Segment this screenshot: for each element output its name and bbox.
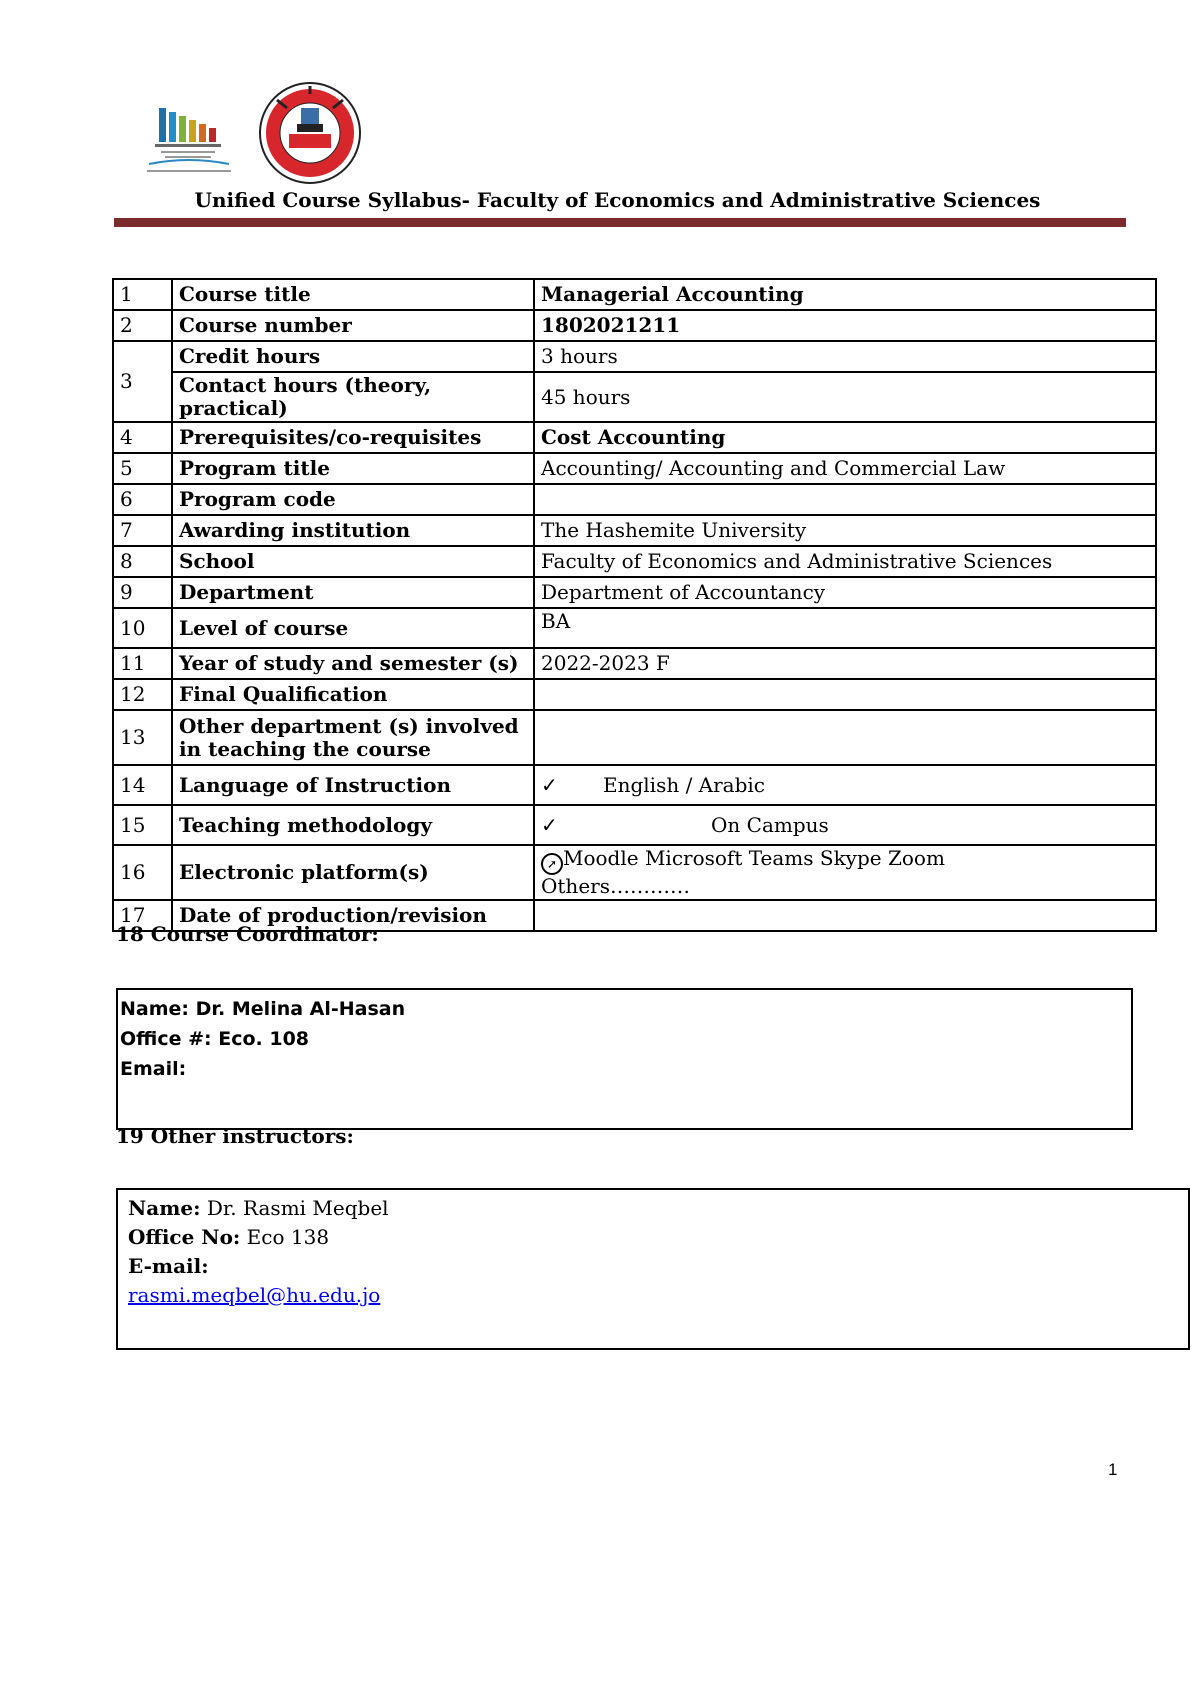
row-label: Program code [172,484,534,515]
instructor-box [116,1188,1190,1350]
table-row [113,845,1156,900]
methodology-value: On Campus [711,812,829,837]
row-value [534,845,1156,900]
table-row [113,422,1156,453]
table-row [113,710,1156,765]
row-value [534,484,1156,515]
header-divider [114,218,1126,227]
table-row [113,577,1156,608]
row-label: Language of Instruction [172,765,534,805]
table-row [113,546,1156,577]
table-row [113,484,1156,515]
row-label: Department [172,577,534,608]
table-row [113,608,1156,648]
row-value [534,679,1156,710]
instructor-office [128,1223,1188,1252]
row-number: 10 [113,608,172,648]
row-value: Cost Accounting [534,422,1156,453]
checkmark-icon: ✓ [541,812,558,837]
row-number: 8 [113,546,172,577]
globe-icon: ➚ [541,853,563,875]
page-number: 1 [1108,1460,1118,1479]
checkmark-icon: ✓ [541,772,558,797]
coordinator-heading: 18 Course Coordinator: [116,922,379,946]
row-number: 1 [113,279,172,310]
coordinator-email: Email: [120,1058,187,1080]
row-label: Electronic platform(s) [172,845,534,900]
row-label: Course title [172,279,534,310]
document-title: Unified Course Syllabus- Faculty of Economics and Administrative Sciences [194,188,1041,212]
row-label: Prerequisites/co-requisites [172,422,534,453]
row-value [534,765,1156,805]
row-number: 12 [113,679,172,710]
row-label: School [172,546,534,577]
row-value: 45 hours [534,372,1156,422]
row-number: 6 [113,484,172,515]
coordinator-box [116,988,1133,1130]
table-row [113,310,1156,341]
row-value: 1802021211 [534,310,1156,341]
instructor-name-value: Dr. Rasmi Meqbel [200,1196,389,1220]
university-seal-logo [257,80,363,186]
row-number: 3 [113,341,172,422]
table-row [113,279,1156,310]
row-label: Level of course [172,608,534,648]
table-row [113,341,1156,372]
row-number: 4 [113,422,172,453]
syllabus-table [112,278,1157,932]
row-label: Final Qualification [172,679,534,710]
table-row [113,648,1156,679]
row-number: 14 [113,765,172,805]
row-number: 9 [113,577,172,608]
instructor-email-link[interactable]: rasmi.meqbel@hu.edu.jo [128,1283,381,1307]
row-number: 2 [113,310,172,341]
instructor-name-label: Name: [128,1196,201,1220]
instructors-heading: 19 Other instructors: [116,1124,354,1148]
faculty-logo [143,98,235,176]
row-value [534,710,1156,765]
row-number: 13 [113,710,172,765]
table-row [113,453,1156,484]
row-label: Contact hours (theory, practical) [172,372,534,422]
language-value: English / Arabic [603,772,766,797]
row-number: 7 [113,515,172,546]
table-row [113,515,1156,546]
coordinator-office: Office #: Eco. 108 [120,1028,310,1050]
row-value: 3 hours [534,341,1156,372]
row-number: 17 [113,900,172,931]
row-label: Program title [172,453,534,484]
coordinator-name: Name: Dr. Melina Al-Hasan [120,998,406,1020]
row-value: Department of Accountancy [534,577,1156,608]
row-label: Other department (s) involved in teaching the course [172,710,534,765]
table-row [113,805,1156,845]
row-label: Awarding institution [172,515,534,546]
table-row [113,765,1156,805]
row-number: 15 [113,805,172,845]
row-label: Teaching methodology [172,805,534,845]
instructor-name [128,1194,1188,1223]
row-value [534,900,1156,931]
row-number: 5 [113,453,172,484]
instructor-office-value: Eco 138 [240,1225,330,1249]
row-value: Accounting/ Accounting and Commercial Law [534,453,1156,484]
row-value: Managerial Accounting [534,279,1156,310]
table-row [113,372,1156,422]
instructor-office-label: Office No: [128,1225,241,1249]
row-value: Faculty of Economics and Administrative Sciences [534,546,1156,577]
row-number: 11 [113,648,172,679]
row-value: BA [534,608,1156,648]
row-label: Date of production/revision [172,900,534,931]
row-value: The Hashemite University [534,515,1156,546]
row-label: Credit hours [172,341,534,372]
table-row [113,679,1156,710]
platform-others: Others………… [541,874,690,898]
row-value: 2022-2023 F [534,648,1156,679]
row-number: 16 [113,845,172,900]
platform-value: Moodle Microsoft Teams Skype Zoom [563,846,945,870]
row-label: Course number [172,310,534,341]
instructor-email-label: E-mail: [128,1254,209,1278]
row-value [534,805,1156,845]
row-label: Year of study and semester (s) [172,648,534,679]
